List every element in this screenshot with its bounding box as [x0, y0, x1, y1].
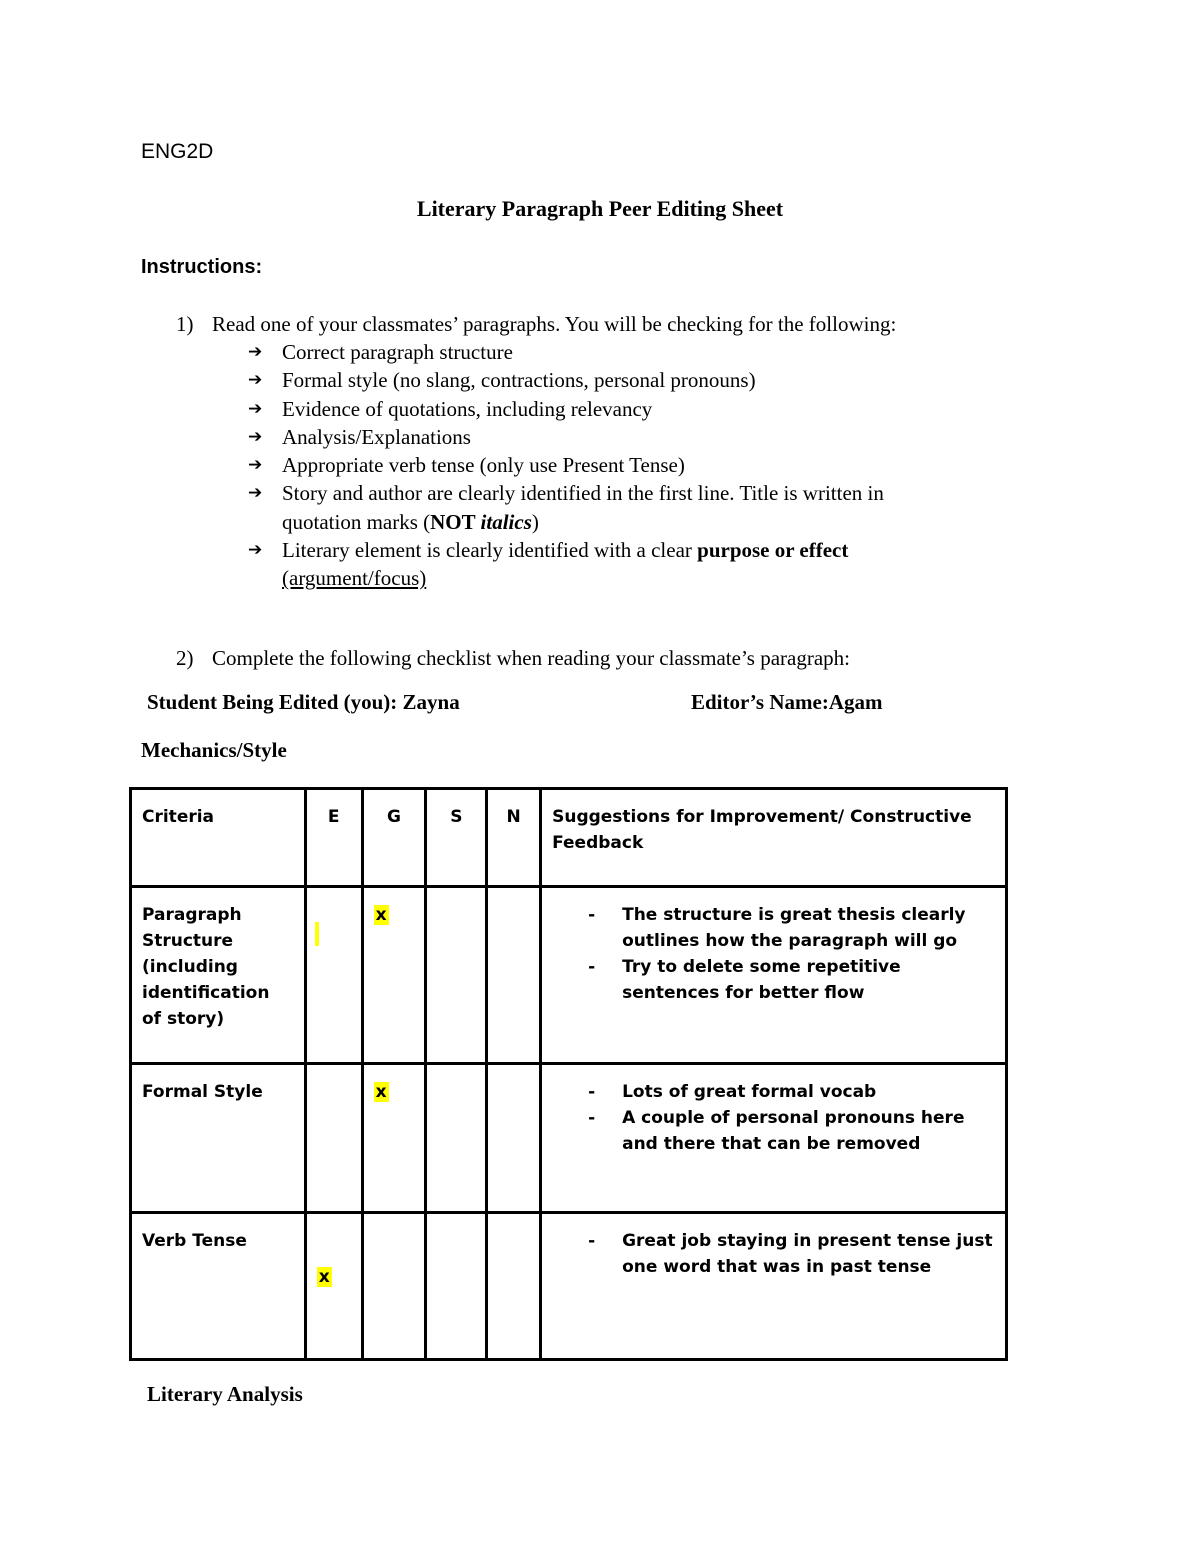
arrow-icon: ➔	[248, 342, 263, 362]
criteria-cell: Formal Style	[131, 1064, 306, 1213]
bullet-item	[248, 451, 968, 479]
criteria-cell: Paragraph Structure (including identification of story)	[131, 887, 306, 1064]
bullet-text: Correct paragraph structure	[282, 340, 513, 364]
header-g: G	[362, 789, 426, 887]
rating-g-cell	[362, 1064, 426, 1213]
step-2	[176, 644, 850, 672]
rating-s-cell	[426, 1064, 487, 1213]
check-mark: x	[375, 1082, 387, 1102]
criteria-cell: Verb Tense	[131, 1213, 306, 1360]
step-1-text: Read one of your classmates’ paragraphs. You will be checking for the following:	[212, 312, 897, 336]
italics-emphasis: italics	[480, 509, 532, 534]
purpose-emphasis: purpose or effect	[697, 538, 849, 563]
rating-s-cell	[426, 887, 487, 1064]
check-mark: x	[318, 1267, 330, 1287]
student-name: Student Being Edited (you): Zayna	[147, 690, 460, 714]
arrow-icon: ➔	[248, 483, 263, 504]
feedback-cell	[541, 1213, 1007, 1360]
header-s: S	[426, 789, 487, 887]
arrow-icon: ➔	[248, 398, 263, 419]
checklist-bullets	[248, 338, 968, 593]
feedback-cell	[541, 887, 1007, 1064]
feedback-cell	[541, 1064, 1007, 1213]
rating-e-cell	[305, 887, 362, 1064]
highlight-mark	[315, 922, 319, 946]
rating-e-cell	[305, 1213, 362, 1360]
check-mark: x	[375, 905, 387, 925]
rating-g-cell	[362, 887, 426, 1064]
table-row	[131, 887, 1007, 1064]
step-2-number: 2)	[176, 646, 194, 670]
closing-paren: )	[531, 509, 539, 534]
bullet-text: Story and author are clearly identified in the first line. Title is written in quotation marks (	[282, 481, 884, 534]
course-code: ENG2D	[141, 140, 214, 163]
bullet-text: Literary element is clearly identified with a clear	[282, 538, 698, 563]
page-title: Literary Paragraph Peer Editing Sheet	[416, 196, 784, 221]
arrow-icon: ➔	[248, 540, 263, 561]
feedback-item: - Lots of great formal vocab	[552, 1079, 995, 1105]
bullet-text: Evidence of quotations, including relevancy	[282, 396, 653, 421]
bullet-item-story	[248, 479, 968, 536]
argument-focus: (argument/focus)	[282, 566, 427, 591]
bullet-item-literary	[248, 536, 968, 593]
rating-n-cell	[487, 1064, 541, 1213]
feedback-item: - The structure is great thesis clearly outlines how the paragraph will go	[552, 902, 995, 954]
mechanics-heading: Mechanics/Style	[141, 738, 287, 762]
not-emphasis: NOT	[430, 509, 481, 534]
bullet-item	[248, 366, 968, 394]
bullet-text: Formal style (no slang, contractions, personal pronouns)	[282, 368, 756, 393]
header-suggestions: Suggestions for Improvement/ Constructive Feedback	[541, 789, 1007, 887]
header-n: N	[487, 789, 541, 887]
feedback-item: - Great job staying in present tense just one word that was in past tense	[552, 1228, 995, 1280]
step-1	[176, 310, 896, 338]
step-2-text: Complete the following checklist when reading your classmate’s paragraph:	[212, 646, 850, 670]
step-1-number: 1)	[176, 312, 194, 336]
header-criteria: Criteria	[131, 789, 306, 887]
table-row	[131, 1213, 1007, 1360]
rating-n-cell	[487, 887, 541, 1064]
bullet-item	[248, 395, 968, 423]
editor-name: Editor’s Name:Agam	[691, 690, 883, 714]
rating-e-cell	[305, 1064, 362, 1213]
arrow-icon: ➔	[248, 426, 263, 447]
bullet-text: Appropriate verb tense (only use Present Tense)	[282, 453, 685, 478]
arrow-icon: ➔	[248, 370, 263, 391]
header-e: E	[305, 789, 362, 887]
bullet-item	[248, 423, 968, 451]
feedback-item: - A couple of personal pronouns here and there that can be removed	[552, 1105, 995, 1157]
rating-s-cell	[426, 1213, 487, 1360]
table-header-row	[131, 789, 1007, 887]
bullet-item	[248, 338, 968, 366]
arrow-icon: ➔	[248, 455, 263, 476]
table-row	[131, 1064, 1007, 1213]
feedback-item: - Try to delete some repetitive sentences for better flow	[552, 954, 995, 1006]
rating-n-cell	[487, 1213, 541, 1360]
checklist-table	[129, 787, 1008, 1361]
bullet-text: Analysis/Explanations	[282, 424, 471, 449]
instructions-heading: Instructions:	[141, 256, 263, 278]
rating-g-cell	[362, 1213, 426, 1360]
literary-analysis-heading: Literary Analysis	[147, 1382, 303, 1406]
